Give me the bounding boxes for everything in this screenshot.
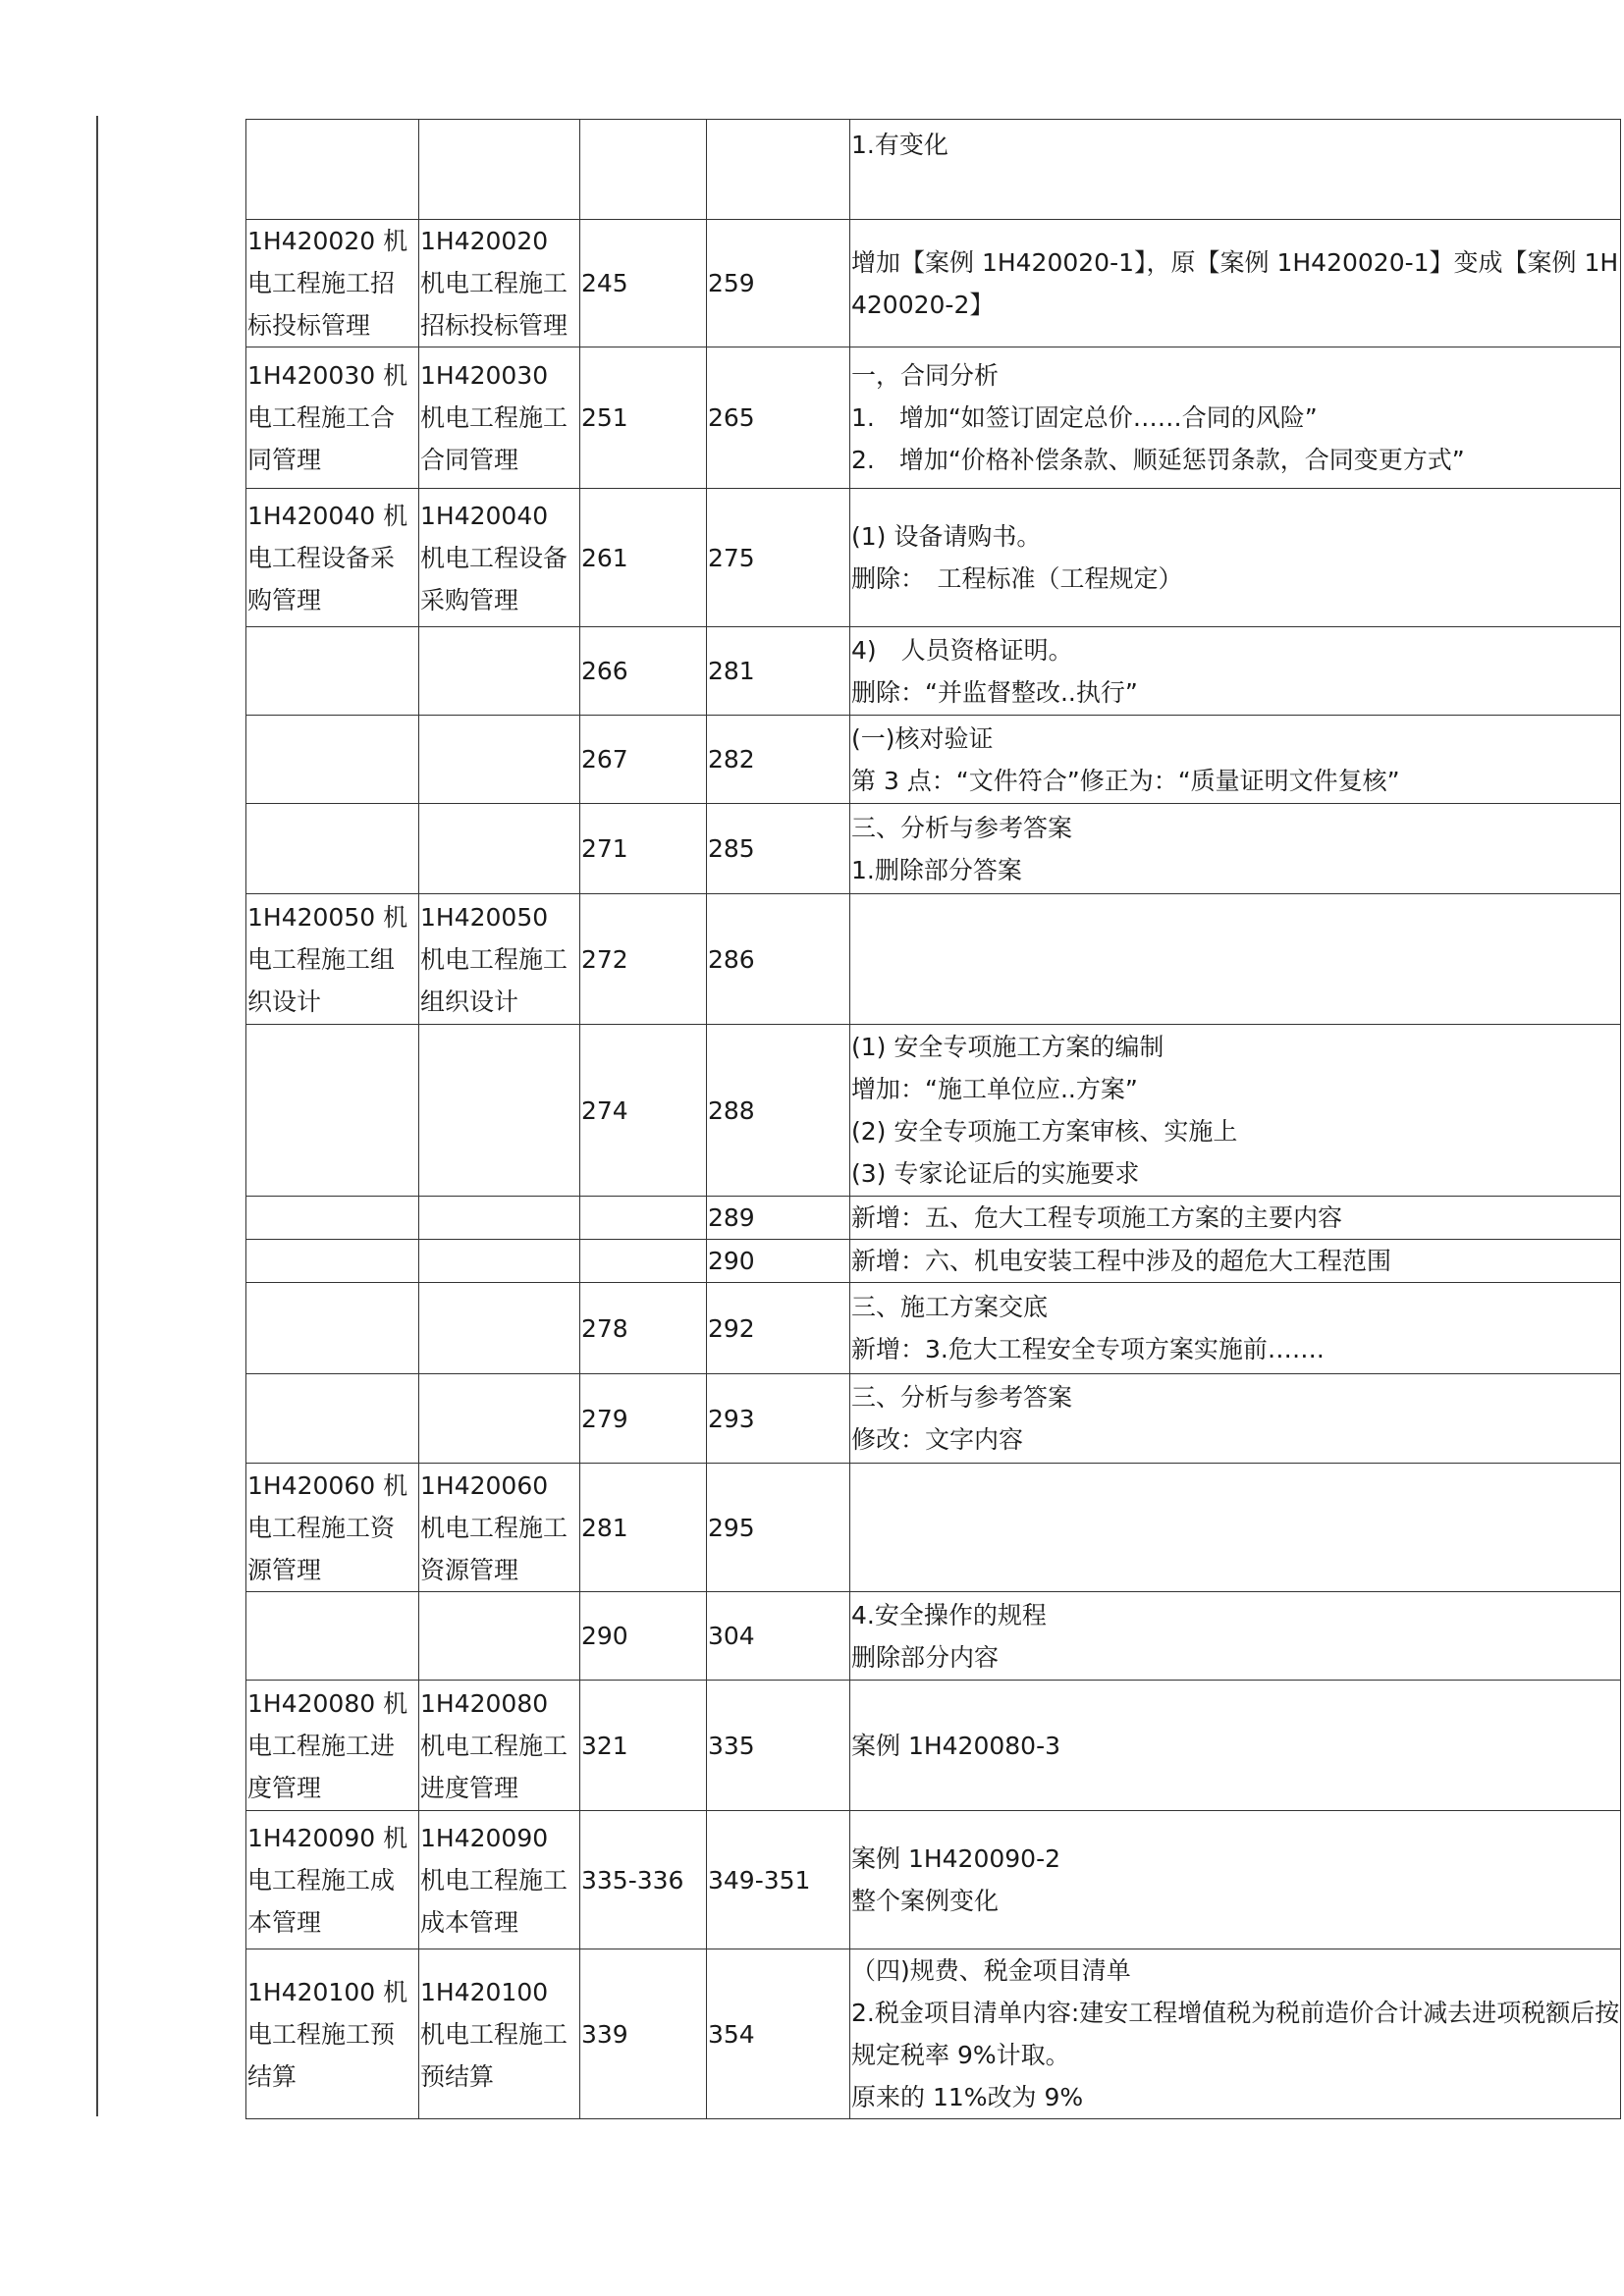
change-description-cell: [850, 489, 1621, 627]
change-line: （四)规费、税金项目清单: [851, 1956, 1131, 1985]
new-page-cell: [707, 1283, 850, 1374]
old-page-cell-text: 321: [581, 1731, 628, 1760]
change-description-cell: [850, 716, 1621, 804]
table-row: [246, 1025, 1621, 1197]
old-page-cell: [580, 220, 707, 347]
section-cell-2: [419, 894, 580, 1025]
table-row: [246, 1374, 1621, 1464]
section-cell-2: [419, 120, 580, 220]
old-page-cell: [580, 1240, 707, 1283]
section-cell-text: 1H420050 机电工程施工组织设计: [247, 902, 408, 1016]
new-page-cell-text: 335: [708, 1731, 755, 1760]
table-row: [246, 120, 1621, 220]
change-description-cell: [850, 1592, 1621, 1681]
change-line: 新增：3.危大工程安全专项方案实施前…….: [851, 1335, 1325, 1363]
change-line: 案例 1H420080-3: [851, 1731, 1061, 1760]
table-row: [246, 1283, 1621, 1374]
table-row: [246, 716, 1621, 804]
old-page-cell-text: 290: [581, 1622, 628, 1650]
new-page-cell: [707, 627, 850, 716]
old-page-cell-text: 274: [581, 1095, 628, 1125]
section-cell: [246, 1592, 419, 1681]
old-page-cell: [580, 1592, 707, 1681]
section-cell-text: 1H420030 机电工程施工合同管理: [247, 361, 408, 474]
change-description-cell: [850, 1681, 1621, 1811]
old-page-cell-text: 261: [581, 543, 628, 572]
change-description-cell: [850, 220, 1621, 347]
section-cell: [246, 1464, 419, 1592]
old-page-cell-text: 272: [581, 944, 628, 974]
old-page-cell-text: 339: [581, 2019, 628, 2049]
change-description-cell: [850, 1374, 1621, 1464]
table-row: [246, 1681, 1621, 1811]
new-page-cell: [707, 1949, 850, 2119]
new-page-cell: [707, 716, 850, 804]
section-cell: [246, 894, 419, 1025]
new-page-cell-text: 286: [708, 944, 755, 974]
change-line: 增加【案例 1H420020-1】，原【案例 1H420020-1】变成【案例 1H420020-2】: [851, 247, 1619, 319]
change-line: 三、分析与参考答案: [851, 813, 1073, 842]
table-row: [246, 1592, 1621, 1681]
section-cell-text: 1H420040 机电工程设备采购管理: [247, 501, 408, 614]
section-cell-text: 1H420080 机电工程施工进度管理: [247, 1688, 408, 1802]
new-page-cell: [707, 1681, 850, 1811]
table-row: [246, 489, 1621, 627]
new-page-cell-text: 275: [708, 543, 755, 572]
change-line: 新增：五、危大工程专项施工方案的主要内容: [851, 1203, 1343, 1232]
change-line: 删除： 工程标准（工程规定）: [851, 564, 1183, 593]
change-description-cell: [850, 627, 1621, 716]
new-page-cell: [707, 1197, 850, 1240]
section-cell-2: [419, 716, 580, 804]
table-row: [246, 1197, 1621, 1240]
section-cell-2-text: 1H420040 机电工程设备采购管理: [420, 501, 568, 614]
section-cell-2-text: 1H420020 机电工程施工招标投标管理: [420, 227, 568, 340]
change-line: (1) 设备请购书。: [851, 522, 1042, 551]
change-line: 1.删除部分答案: [851, 855, 1022, 884]
old-page-cell-text: 279: [581, 1404, 628, 1433]
change-description-cell: [850, 1464, 1621, 1592]
old-page-cell-text: 271: [581, 834, 628, 863]
section-cell: [246, 627, 419, 716]
section-cell-2-text: 1H420090 机电工程施工成本管理: [420, 1823, 568, 1937]
new-page-cell: [707, 220, 850, 347]
table-row: [246, 220, 1621, 347]
table-row: [246, 804, 1621, 894]
change-line: 4.安全操作的规程: [851, 1600, 1047, 1629]
old-page-cell-text: 278: [581, 1313, 628, 1343]
section-cell: [246, 804, 419, 894]
section-cell-2: [419, 1283, 580, 1374]
section-cell-text: 1H420100 机电工程施工预结算: [247, 1977, 408, 2091]
old-page-cell: [580, 716, 707, 804]
section-cell-2: [419, 489, 580, 627]
section-cell-2: [419, 1681, 580, 1811]
change-line: 删除部分内容: [851, 1642, 1000, 1672]
new-page-cell: [707, 1592, 850, 1681]
table-row: [246, 627, 1621, 716]
table-row: [246, 894, 1621, 1025]
change-line: (3) 专家论证后的实施要求: [851, 1159, 1140, 1188]
old-page-cell: [580, 894, 707, 1025]
section-cell-2-text: 1H420060 机电工程施工资源管理: [420, 1470, 568, 1584]
new-page-cell: [707, 1240, 850, 1283]
section-cell-2: [419, 1197, 580, 1240]
change-line: 1.有变化: [851, 131, 948, 159]
section-cell: [246, 1374, 419, 1464]
section-cell: [246, 489, 419, 627]
section-cell-2: [419, 1592, 580, 1681]
old-page-cell: [580, 804, 707, 894]
change-description-cell: [850, 1283, 1621, 1374]
new-page-cell-text: 289: [708, 1203, 755, 1232]
old-page-cell: [580, 1811, 707, 1949]
new-page-cell-text: 354: [708, 2019, 755, 2049]
section-cell-2: [419, 1374, 580, 1464]
change-description-cell: [850, 804, 1621, 894]
new-page-cell-text: 281: [708, 657, 755, 685]
change-line: 2. 增加“价格补偿条款、顺延惩罚条款，合同变更方式”: [851, 446, 1465, 474]
change-description-cell: [850, 1240, 1621, 1283]
old-page-cell: [580, 489, 707, 627]
change-line: 案例 1H420090-2: [851, 1844, 1061, 1873]
section-cell: [246, 120, 419, 220]
section-cell-text: 1H420060 机电工程施工资源管理: [247, 1470, 408, 1584]
section-cell-text: 1H420020 机电工程施工招标投标管理: [247, 227, 408, 340]
change-description-cell: [850, 120, 1621, 220]
old-page-cell-text: 245: [581, 269, 628, 297]
new-page-cell-text: 259: [708, 269, 755, 297]
new-page-cell: [707, 1374, 850, 1464]
section-cell: [246, 1681, 419, 1811]
change-line: 修改：文字内容: [851, 1425, 1024, 1454]
new-page-cell: [707, 1025, 850, 1197]
section-cell: [246, 347, 419, 489]
section-cell: [246, 220, 419, 347]
new-page-cell: [707, 120, 850, 220]
new-page-cell-text: 295: [708, 1513, 755, 1542]
change-line: 2.税金项目清单内容:建安工程增值税为税前造价合计减去进项税额后按规定税率 9%计取。: [851, 1999, 1620, 2069]
section-cell-2-text: 1H420100 机电工程施工预结算: [420, 1977, 568, 2091]
change-description-cell: [850, 347, 1621, 489]
new-page-cell-text: 288: [708, 1095, 755, 1125]
old-page-cell: [580, 1025, 707, 1197]
section-cell-2: [419, 1464, 580, 1592]
change-line: 删除：“并监督整改..执行”: [851, 677, 1138, 707]
change-description-cell: [850, 1197, 1621, 1240]
section-cell: [246, 1283, 419, 1374]
table-row: [246, 347, 1621, 489]
section-cell: [246, 1811, 419, 1949]
table-row: [246, 1240, 1621, 1283]
new-page-cell-text: 265: [708, 403, 755, 432]
new-page-cell-text: 292: [708, 1313, 755, 1343]
change-description-cell: [850, 1949, 1621, 2119]
section-cell: [246, 1240, 419, 1283]
change-description-cell: [850, 1811, 1621, 1949]
old-page-cell: [580, 627, 707, 716]
section-cell-2: [419, 347, 580, 489]
old-page-cell: [580, 1681, 707, 1811]
new-page-cell-text: 285: [708, 834, 755, 863]
old-page-cell: [580, 1464, 707, 1592]
change-line: 原来的 11%改为 9%: [851, 2083, 1084, 2111]
section-cell-text: 1H420090 机电工程施工成本管理: [247, 1823, 408, 1937]
change-line: 4) 人员资格证明。: [851, 635, 1073, 665]
new-page-cell: [707, 894, 850, 1025]
section-cell-2: [419, 1025, 580, 1197]
new-page-cell-text: 293: [708, 1404, 755, 1433]
textbook-changes-table: [245, 119, 1621, 2119]
section-cell-2-text: 1H420080 机电工程施工进度管理: [420, 1688, 568, 1802]
table-row: [246, 1949, 1621, 2119]
change-line: 增加：“施工单位应..方案”: [851, 1075, 1138, 1103]
section-cell-2: [419, 1811, 580, 1949]
change-line: 三、施工方案交底: [851, 1293, 1049, 1321]
old-page-cell-text: 251: [581, 403, 628, 432]
new-page-cell-text: 282: [708, 745, 755, 774]
old-page-cell-text: 335-336: [581, 1865, 684, 1895]
change-line: 新增：六、机电安装工程中涉及的超危大工程范围: [851, 1247, 1392, 1275]
section-cell-2-text: 1H420050 机电工程施工组织设计: [420, 902, 568, 1016]
section-cell-2: [419, 627, 580, 716]
section-cell-2: [419, 804, 580, 894]
new-page-cell: [707, 347, 850, 489]
section-cell: [246, 1197, 419, 1240]
section-cell: [246, 1949, 419, 2119]
change-line: 三、分析与参考答案: [851, 1383, 1073, 1412]
change-line: (2) 安全专项施工方案审核、实施上: [851, 1117, 1238, 1146]
old-page-cell: [580, 120, 707, 220]
old-page-cell: [580, 1374, 707, 1464]
old-page-cell: [580, 1283, 707, 1374]
section-cell: [246, 1025, 419, 1197]
change-line: 第 3 点：“文件符合”修正为：“质量证明文件复核”: [851, 766, 1400, 795]
new-page-cell: [707, 1811, 850, 1949]
old-page-cell: [580, 347, 707, 489]
section-cell-2-text: 1H420030 机电工程施工合同管理: [420, 361, 568, 474]
change-line: 一，合同分析: [851, 361, 1000, 390]
old-page-cell: [580, 1197, 707, 1240]
change-line: 1. 增加“如签订固定总价……合同的风险”: [851, 403, 1318, 432]
page-margin-rule: [96, 116, 98, 2116]
new-page-cell: [707, 489, 850, 627]
new-page-cell-text: 349-351: [708, 1865, 811, 1895]
new-page-cell: [707, 804, 850, 894]
new-page-cell-text: 290: [708, 1247, 755, 1275]
section-cell-2: [419, 220, 580, 347]
change-line: (一)核对验证: [851, 723, 994, 753]
change-description-cell: [850, 1025, 1621, 1197]
table-body: [246, 120, 1621, 2119]
change-description-cell: [850, 894, 1621, 1025]
change-line: (1) 安全专项施工方案的编制: [851, 1033, 1164, 1061]
old-page-cell: [580, 1949, 707, 2119]
section-cell-2: [419, 1240, 580, 1283]
old-page-cell-text: 281: [581, 1513, 628, 1542]
table-row: [246, 1464, 1621, 1592]
new-page-cell-text: 304: [708, 1622, 755, 1650]
section-cell: [246, 716, 419, 804]
new-page-cell: [707, 1464, 850, 1592]
old-page-cell-text: 266: [581, 657, 628, 685]
change-line: 整个案例变化: [851, 1887, 1000, 1915]
old-page-cell-text: 267: [581, 745, 628, 774]
table-row: [246, 1811, 1621, 1949]
section-cell-2: [419, 1949, 580, 2119]
